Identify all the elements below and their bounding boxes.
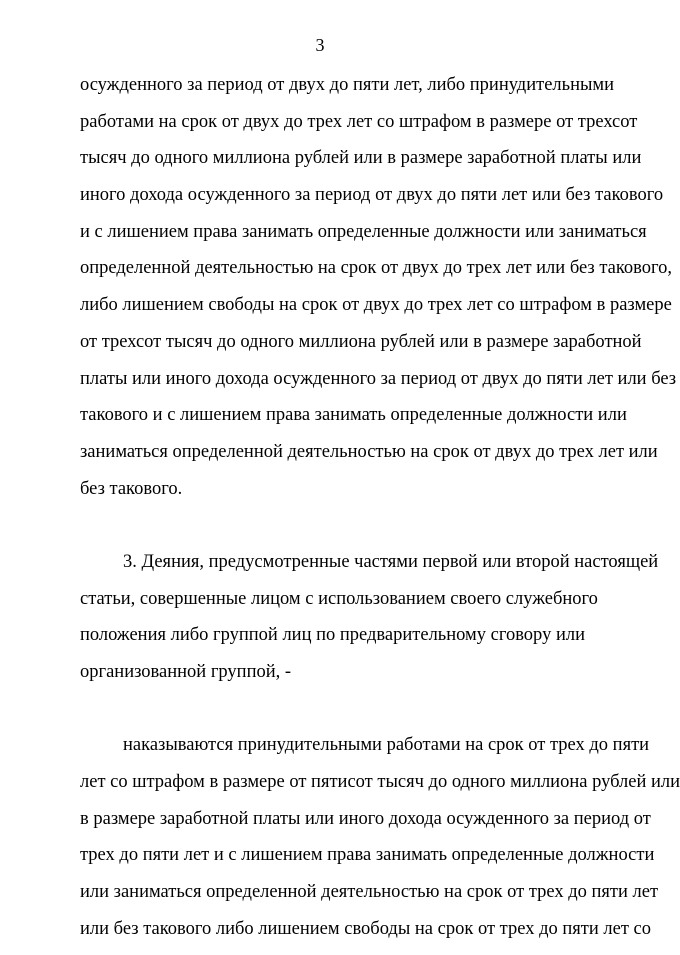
paragraph-gap	[80, 514, 567, 551]
text-line: тысяч до одного миллиона рублей или в размере заработной платы или	[80, 148, 642, 169]
text-line: трех до пяти лет и с лишением права занимать определенные должности	[80, 845, 655, 866]
text-line: такового и с лишением права занимать определенные должности или	[80, 405, 627, 426]
paragraph-part-3	[80, 551, 659, 698]
text-line: в размере заработной платы или иного дохода осужденного за период от	[80, 808, 651, 829]
text-line: или без такового либо лишением свободы на срок от трех до пяти лет со	[80, 918, 651, 939]
text-line: статьи, совершенные лицом с использованием своего служебного	[80, 588, 598, 609]
text-line: лет со штрафом в размере от пятисот тысяч до одного миллиона рублей или	[80, 772, 680, 793]
paragraph-continued-text	[80, 74, 677, 514]
text-line: или заниматься определенной деятельностью на срок от трех до пяти лет	[80, 882, 659, 903]
text-line: и с лишением права занимать определенные должности или заниматься	[80, 221, 647, 242]
text-line: осужденного за период от двух до пяти лет, либо принудительными	[80, 75, 615, 95]
text-line: определенной деятельностью на срок от двух до трех лет или без такового,	[80, 258, 673, 279]
paragraph-penalty	[80, 734, 680, 954]
text-line: иного дохода осужденного за период от двух до пяти лет или без такового	[80, 185, 664, 206]
text-line: работами на срок от двух до трех лет со штрафом в размере от трехсот	[80, 111, 638, 132]
text-line: 3. Деяния, предусмотренные частями первой или второй настоящей	[123, 551, 659, 572]
text-line: организованной группой, -	[80, 662, 292, 682]
text-line: заниматься определенной деятельностью на срок от двух до трех лет или	[80, 441, 658, 462]
text-line: платы или иного дохода осужденного за период от двух до пяти лет или без	[80, 368, 677, 389]
document-body	[80, 74, 680, 955]
text-line: положения либо группой лиц по предварительному сговору или	[80, 625, 585, 646]
text-line: от трехсот тысяч до одного миллиона рублей или в размере заработной	[80, 331, 642, 352]
paragraph-gap	[80, 698, 567, 735]
page-number: 3	[315, 35, 325, 55]
text-line: наказываются принудительными работами на срок от трех до пяти	[123, 735, 650, 756]
text-line: либо лишением свободы на срок от двух до трех лет со штрафом в размере	[80, 295, 672, 316]
text-line: без такового.	[80, 478, 183, 499]
